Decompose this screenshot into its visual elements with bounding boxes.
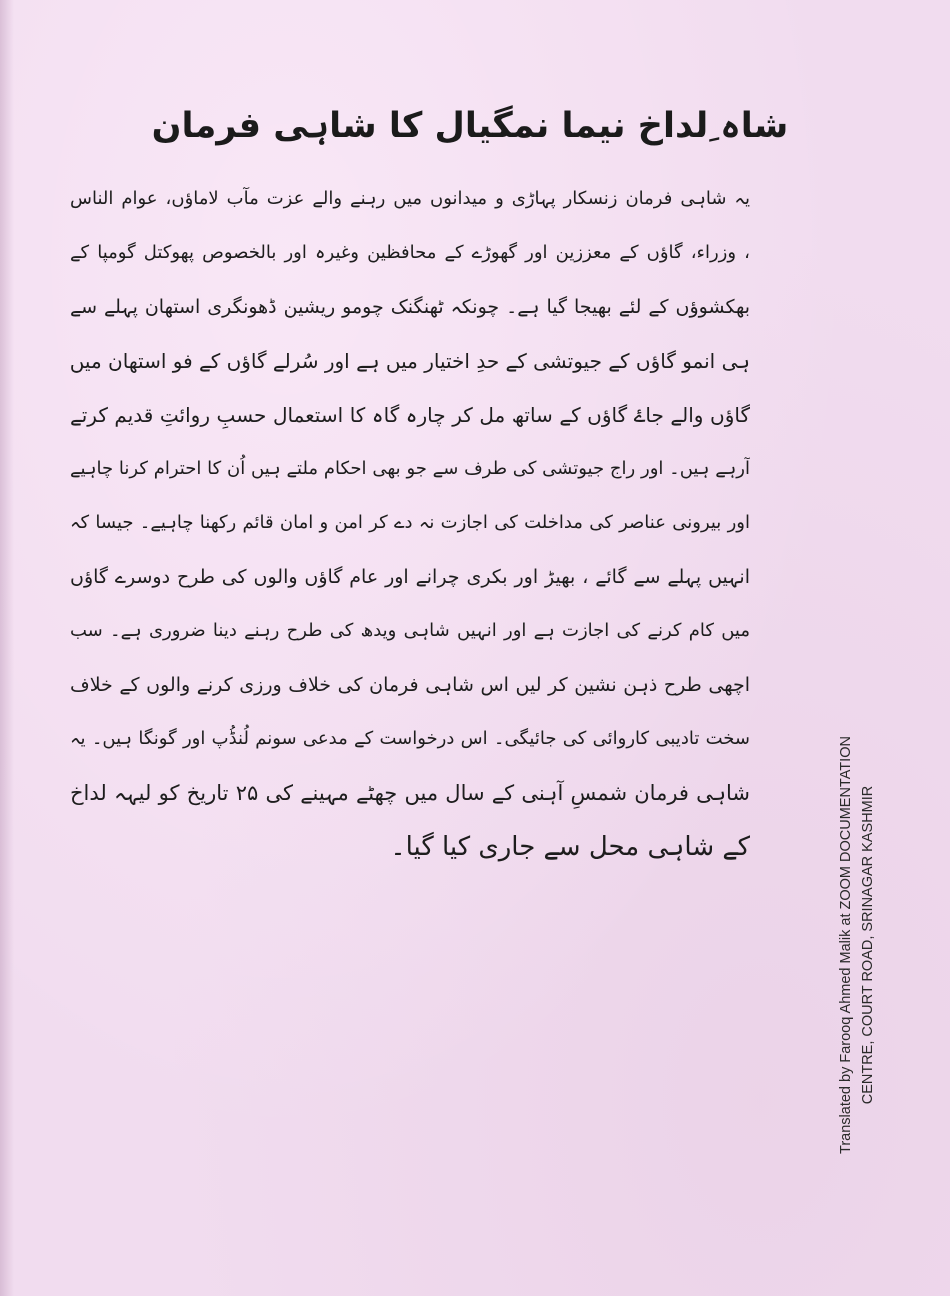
credit-line-2: CENTRE, COURT ROAD, SRINAGAR KASHMIR: [860, 785, 876, 1105]
page-edge-shadow: [0, 0, 14, 1296]
body-line: اچھی طرح ذہن نشین کر لیں اس شاہی فرمان کی خلاف ورزی کرنے والوں کے خلاف: [70, 674, 750, 696]
body-line: گاؤں والے جاۓ گاؤں کے ساتھ مل کر چارہ گاہ کا استعمال حسبِ روائتِ قدیم کرتے: [70, 403, 750, 427]
credit-line-1: Translated by Farooq Ahmed Malik at ZOOM DOCUMENTATION: [838, 736, 854, 1154]
body-line: اور بیرونی عناصر کی مداخلت کی اجازت نہ دے کر امن و امان قائم رکھنا چاہیے۔ جیسا کہ: [70, 512, 750, 533]
body-line: میں کام کرنے کی اجازت ہے اور انہیں شاہی ویدھ کی طرح رہنے دینا ضروری ہے۔ سب: [70, 620, 750, 641]
document-title: شاہ ِلداخ نیما نمگیال کا شاہی فرمان: [151, 106, 789, 146]
body-line: بھکشوؤں کے لئے بھیجا گیا ہے۔ چونکہ ٹھنگنک چومو ریشین ڈھونگری استھان پہلے سے: [70, 296, 750, 318]
body-line: سخت تادیبی کاروائی کی جائیگی۔ اس درخواست کے مدعی سونم لُنڈُپ اور گونگا ہیں۔ یہ: [70, 728, 750, 749]
body-line-last: کے شاہی محل سے جاری کیا گیا۔: [390, 832, 750, 862]
body-line: شاہی فرمان شمسِ آہنی کے سال میں چھٹے مہینے کی ۲۵ تاریخ کو لیہہ لداخ: [70, 781, 750, 805]
body-line: ، وزراء، گاؤں کے معززین اور گھوڑے کے محافظین وغیرہ اور بالخصوص پھوکتل گومپا کے: [70, 242, 750, 263]
translator-credit-rotated: [835, 705, 879, 1185]
translator-credit: [812, 700, 902, 1190]
body-line: ہی انمو گاؤں کے جیوتشی کے حدِ اختیار میں ہے اور سُرلے گاؤں کے فو استھان میں: [70, 349, 750, 373]
decree-body: [70, 172, 750, 874]
body-line: انہیں پہلے سے گائے ، بھیڑ اور بکری چرانے اور عام گاؤں والوں کی طرح دوسرے گاؤں: [70, 566, 750, 588]
body-line: یہ شاہی فرمان زنسکار پہاڑی و میدانوں میں رہنے والے عزت مآب لاماؤں، عوام الناس: [70, 188, 750, 209]
body-line: آرہے ہیں۔ اور راج جیوتشی کی طرف سے جو بھی احکام ملتے ہیں اُن کا احترام کرنا چاہیے: [70, 458, 750, 479]
